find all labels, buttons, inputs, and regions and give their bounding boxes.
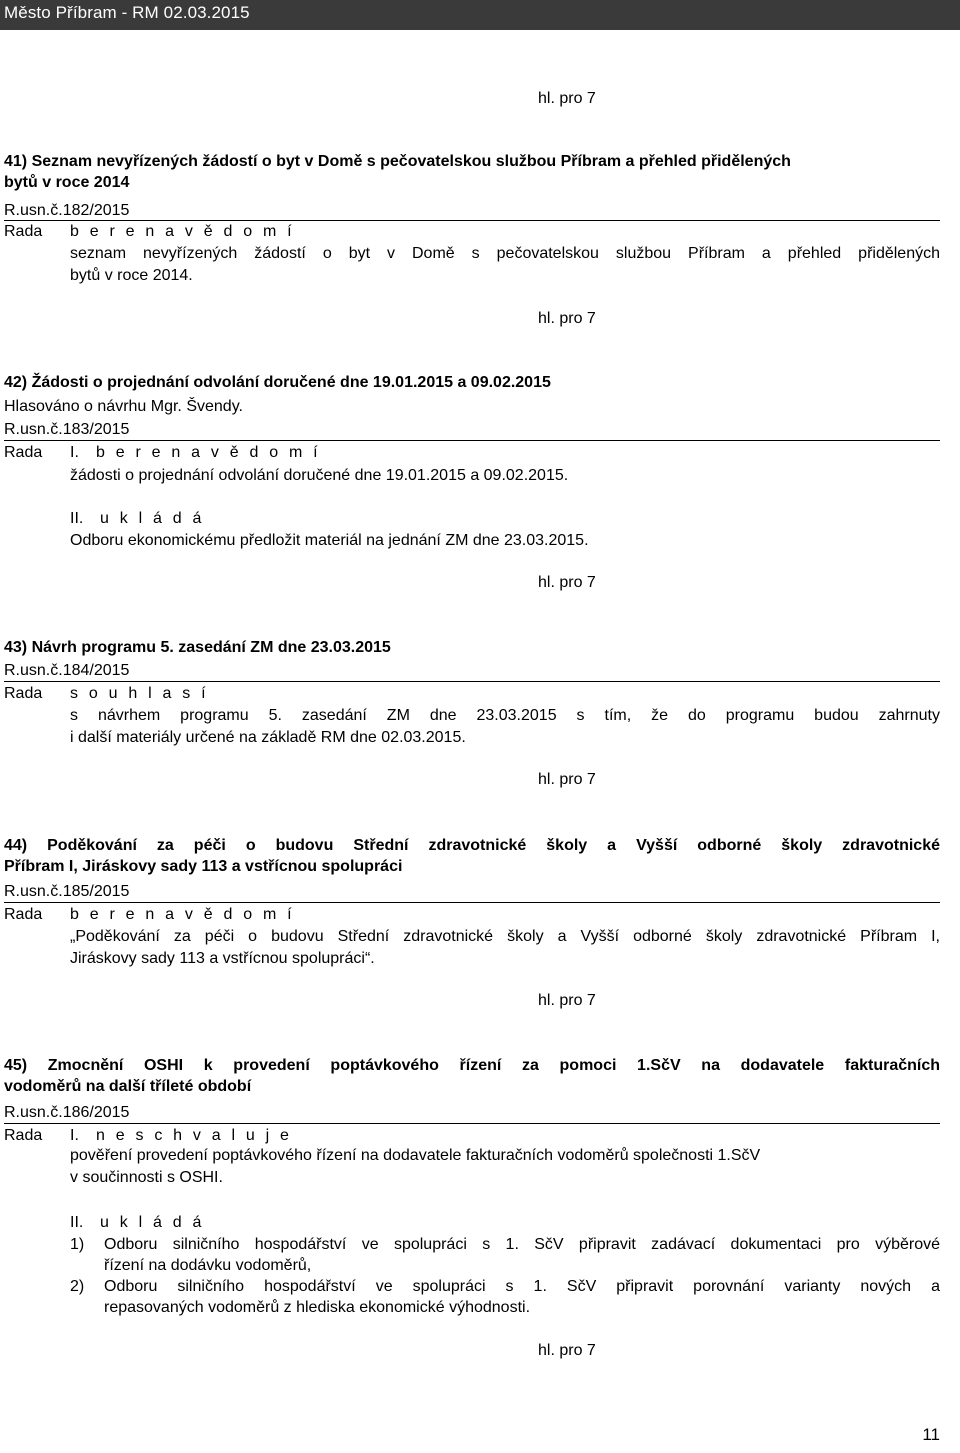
list-item-number: 1) <box>70 1236 85 1253</box>
item-42-verb-1: b e r e n a v ě d o m í <box>96 444 321 461</box>
page-header-bar <box>0 0 960 30</box>
item-45-text-1-line1: pověření provedení poptávkového řízení na dodavatele fakturačních vodoměrů společnosti 1.SčV <box>70 1147 761 1164</box>
item-42-text-1: žádosti o projednání odvolání doručené dne 19.01.2015 a 09.02.2015. <box>70 467 569 484</box>
item-43-resolution-number: R.usn.č.184/2015 <box>4 662 130 679</box>
vote-result: hl. pro 7 <box>538 574 596 591</box>
list-item-line2: řízení na dodávku vodoměrů, <box>104 1257 312 1274</box>
item-41-text-line1: seznam nevyřízených žádostí o byt v Domě s pečovatelskou službou Příbram a přehled přidělených <box>70 245 940 262</box>
item-42-resolution-number: R.usn.č.183/2015 <box>4 421 130 438</box>
item-45-numeral-1: I. <box>70 1127 79 1144</box>
item-44-text-line2: Jiráskovy sady 113 a vstřícnou spolupráci“. <box>70 950 375 967</box>
item-41-rule <box>4 220 940 221</box>
item-43-text-line2: i další materiály určené na základě RM dne 02.03.2015. <box>70 729 466 746</box>
item-44-rada: Rada <box>4 906 43 923</box>
item-45-rule <box>4 1123 940 1124</box>
item-43-title: 43) Návrh programu 5. zasedání ZM dne 23.03.2015 <box>4 639 391 656</box>
item-45-title-line2: vodoměrů na další tříleté období <box>4 1078 252 1095</box>
item-42-rada: Rada <box>4 444 43 461</box>
item-45-rada: Rada <box>4 1127 43 1144</box>
vote-result: hl. pro 7 <box>538 90 596 107</box>
item-44-text-line1: „Poděkování za péči o budovu Střední zdravotnické školy a Vyšší odborné školy zdravotnické Příbram I, <box>70 928 940 945</box>
item-41-text-line2: bytů v roce 2014. <box>70 267 193 284</box>
item-45-resolution-number: R.usn.č.186/2015 <box>4 1104 130 1121</box>
item-45-text-1-line2: v součinnosti s OSHI. <box>70 1169 223 1186</box>
item-42-text-2: Odboru ekonomickému předložit materiál na jednání ZM dne 23.03.2015. <box>70 532 589 549</box>
item-42-verb-2: u k l á d á <box>100 510 205 527</box>
item-45-numeral-2: II. <box>70 1214 84 1231</box>
item-42-note: Hlasováno o návrhu Mgr. Švendy. <box>4 398 243 415</box>
page-header-title: Město Příbram - RM 02.03.2015 <box>4 3 250 22</box>
item-45-verb-1: n e s c h v a l u j e <box>96 1127 293 1144</box>
item-42-title: 42) Žádosti o projednání odvolání doručené dne 19.01.2015 a 09.02.2015 <box>4 374 551 391</box>
item-43-rada: Rada <box>4 685 43 702</box>
item-42-numeral-1: I. <box>70 444 79 461</box>
vote-result: hl. pro 7 <box>538 1342 596 1359</box>
page-number: 11 <box>922 1425 940 1444</box>
item-42-rule <box>4 440 940 441</box>
item-44-verb: b e r e n a v ě d o m í <box>70 906 295 923</box>
item-43-verb: s o u h l a s í <box>70 685 209 702</box>
item-44-title-line1: 44) Poděkování za péči o budovu Střední zdravotnické školy a Vyšší odborné školy zdravotnické <box>4 837 940 854</box>
item-44-title-line2: Příbram I, Jiráskovy sady 113 a vstřícnou spolupráci <box>4 858 403 875</box>
item-41-title-line1: 41) Seznam nevyřízených žádostí o byt v Domě s pečovatelskou službou Příbram a přehled přidělených <box>4 153 791 170</box>
item-44-resolution-number: R.usn.č.185/2015 <box>4 883 130 900</box>
item-41-verb: b e r e n a v ě d o m í <box>70 223 295 240</box>
item-45-title-line1: 45) Zmocnění OSHI k provedení poptávkového řízení za pomoci 1.SčV na dodavatele fakturačních <box>4 1057 940 1074</box>
item-43-rule <box>4 681 940 682</box>
list-item-number: 2) <box>70 1278 85 1295</box>
item-41-rada: Rada <box>4 223 43 240</box>
item-41-resolution-number: R.usn.č.182/2015 <box>4 202 130 219</box>
vote-result: hl. pro 7 <box>538 992 596 1009</box>
list-item-line1: Odboru silničního hospodářství ve spolupráci s 1. SčV připravit porovnání varianty nových a <box>104 1278 940 1295</box>
item-42-numeral-2: II. <box>70 510 84 527</box>
vote-result: hl. pro 7 <box>538 771 596 788</box>
item-43-text-line1: s návrhem programu 5. zasedání ZM dne 23.03.2015 s tím, že do programu budou zahrnuty <box>70 707 940 724</box>
item-44-rule <box>4 902 940 903</box>
item-45-verb-2: u k l á d á <box>100 1214 205 1231</box>
list-item-line1: Odboru silničního hospodářství ve spolupráci s 1. SčV připravit zadávací dokumentaci pro výběrové <box>104 1236 940 1253</box>
vote-result: hl. pro 7 <box>538 310 596 327</box>
item-41-title-line2: bytů v roce 2014 <box>4 174 130 191</box>
list-item-line2: repasovaných vodoměrů z hlediska ekonomické výhodnosti. <box>104 1299 531 1316</box>
